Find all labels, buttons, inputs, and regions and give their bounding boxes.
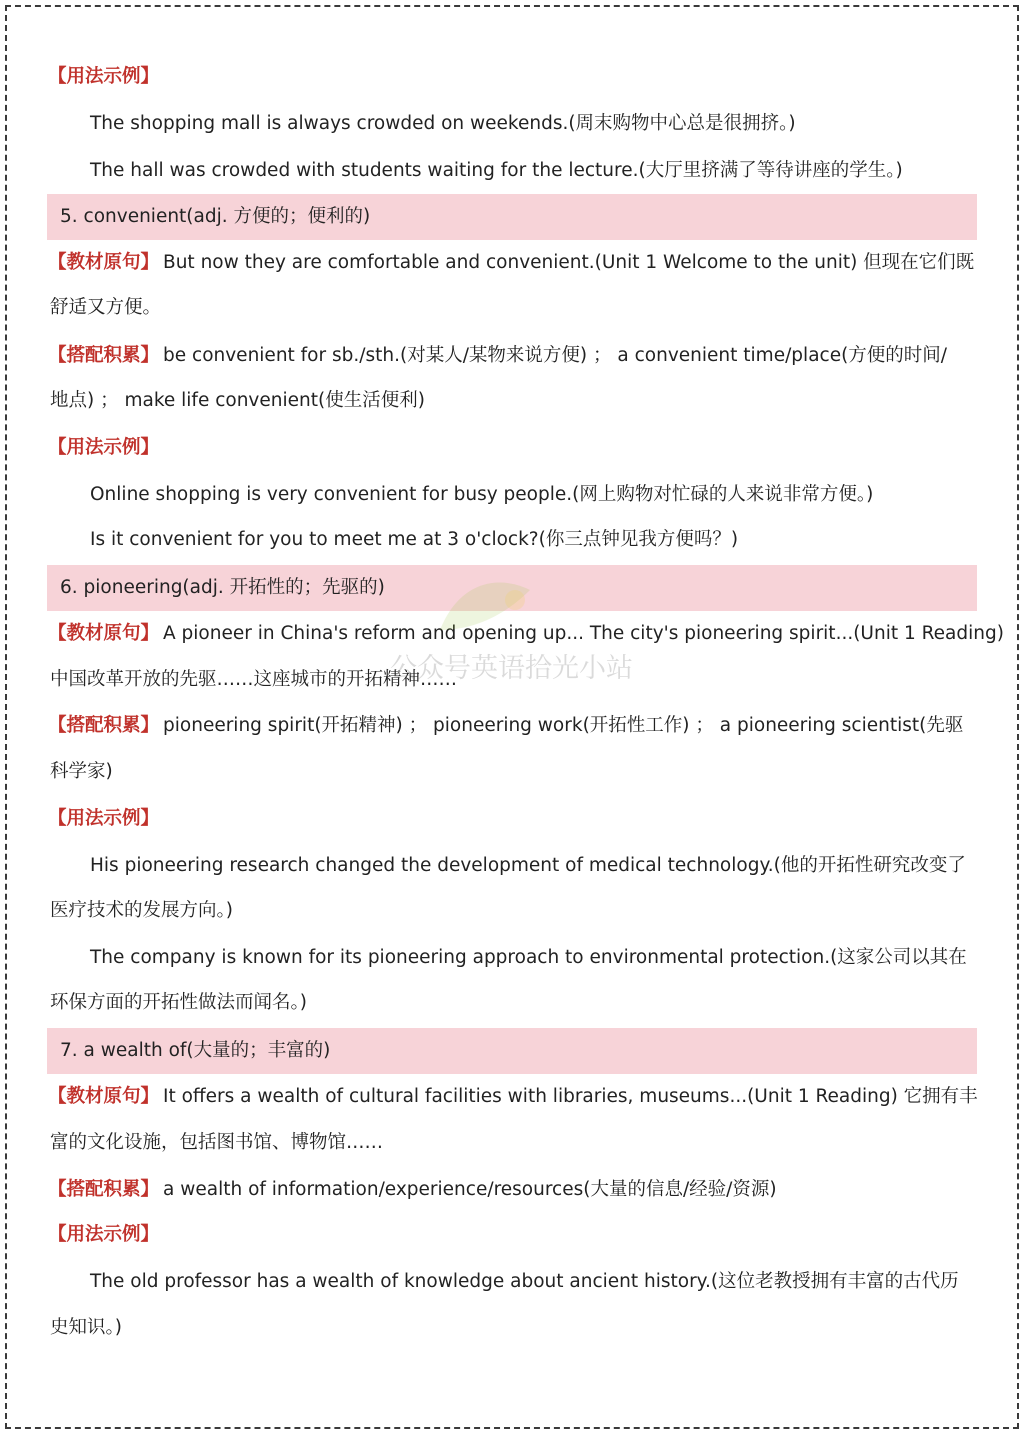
textbook-tag: 【教材原句】 [48,252,160,273]
wealth-collocation [48,1167,978,1213]
entry-heading-text: 7. a wealth of(大量的；丰富的) [60,1040,331,1061]
pioneering-textbook-cont: 中国改革开放的先驱……这座城市的开拓精神…… [50,669,458,690]
pioneering-example-2-cont: 环保方面的开拓性做法而闻名。) [50,992,307,1013]
usage-label [48,796,978,842]
usage-tag: 【用法示例】 [48,437,160,458]
watermark-text: 公众号英语拾光小站 [390,653,633,684]
entry-heading-text: 5. convenient(adj. 方便的；便利的) [60,206,371,227]
entry-heading-text: 6. pioneering(adj. 开拓性的；先驱的) [60,577,385,598]
collocation-text: a wealth of information/experience/resources(大量的信息/经验/资源) [163,1179,777,1200]
wealth-textbook [48,1074,978,1120]
pioneering-collocation-cont: 科学家) [50,761,113,782]
collocation-tag: 【搭配积累】 [48,715,160,736]
crowded-example-2: The hall was crowded with students waiting for the lecture.(大厅里挤满了等待讲座的学生。) [90,160,903,181]
wealth-example-1: The old professor has a wealth of knowledge about ancient history.(这位老教授拥有丰富的古代历 [90,1271,959,1292]
textbook-tag: 【教材原句】 [48,623,160,644]
usage-label [48,54,978,100]
pioneering-example-1-cont: 医疗技术的发展方向。) [50,900,233,921]
usage-label [48,1212,978,1258]
entry-heading-convenient [47,194,977,240]
textbook-tag: 【教材原句】 [48,1086,160,1107]
textbook-sentence: But now they are comfortable and convenient.(Unit 1 Welcome to the unit) 但现在它们既 [163,252,975,273]
usage-tag: 【用法示例】 [48,1224,160,1245]
pioneering-collocation [48,703,978,749]
watermark-leaf-icon [430,570,540,650]
convenient-example-2: Is it convenient for you to meet me at 3 o'clock?(你三点钟见我方便吗？) [90,529,739,550]
convenient-example-1: Online shopping is very convenient for busy people.(网上购物对忙碌的人来说非常方便。) [90,484,874,505]
pioneering-example-1: His pioneering research changed the development of medical technology.(他的开拓性研究改变了 [90,855,966,876]
textbook-sentence: It offers a wealth of cultural facilities with libraries, museums...(Unit 1 Reading) 它拥有丰 [163,1086,978,1107]
convenient-collocation-cont: 地点) ； make life convenient(使生活便利) [50,390,425,411]
usage-tag: 【用法示例】 [48,808,160,829]
convenient-collocation [48,333,978,379]
wealth-textbook-cont: 富的文化设施，包括图书馆、博物馆…… [50,1132,384,1153]
collocation-tag: 【搭配积累】 [48,345,160,366]
textbook-sentence: A pioneer in China's reform and opening up... The city's pioneering spirit...(Unit 1 Reading) [163,623,1004,644]
collocation-text: pioneering spirit(开拓精神) ； pioneering work(开拓性工作) ； a pioneering scientist(先驱 [163,715,964,736]
pioneering-example-2: The company is known for its pioneering approach to environmental protection.(这家公司以其在 [90,947,967,968]
usage-label [48,425,978,471]
collocation-tag: 【搭配积累】 [48,1179,160,1200]
entry-heading-wealth [47,1028,977,1074]
collocation-text: be convenient for sb./sth.(对某人/某物来说方便) ； a convenient time/place(方便的时间/ [163,345,948,366]
wealth-example-1-cont: 史知识。) [50,1317,122,1338]
convenient-textbook-cont: 舒适又方便。 [50,297,162,318]
crowded-example-1: The shopping mall is always crowded on weekends.(周末购物中心总是很拥挤。) [90,113,796,134]
usage-tag: 【用法示例】 [48,66,160,87]
convenient-textbook [48,240,978,286]
